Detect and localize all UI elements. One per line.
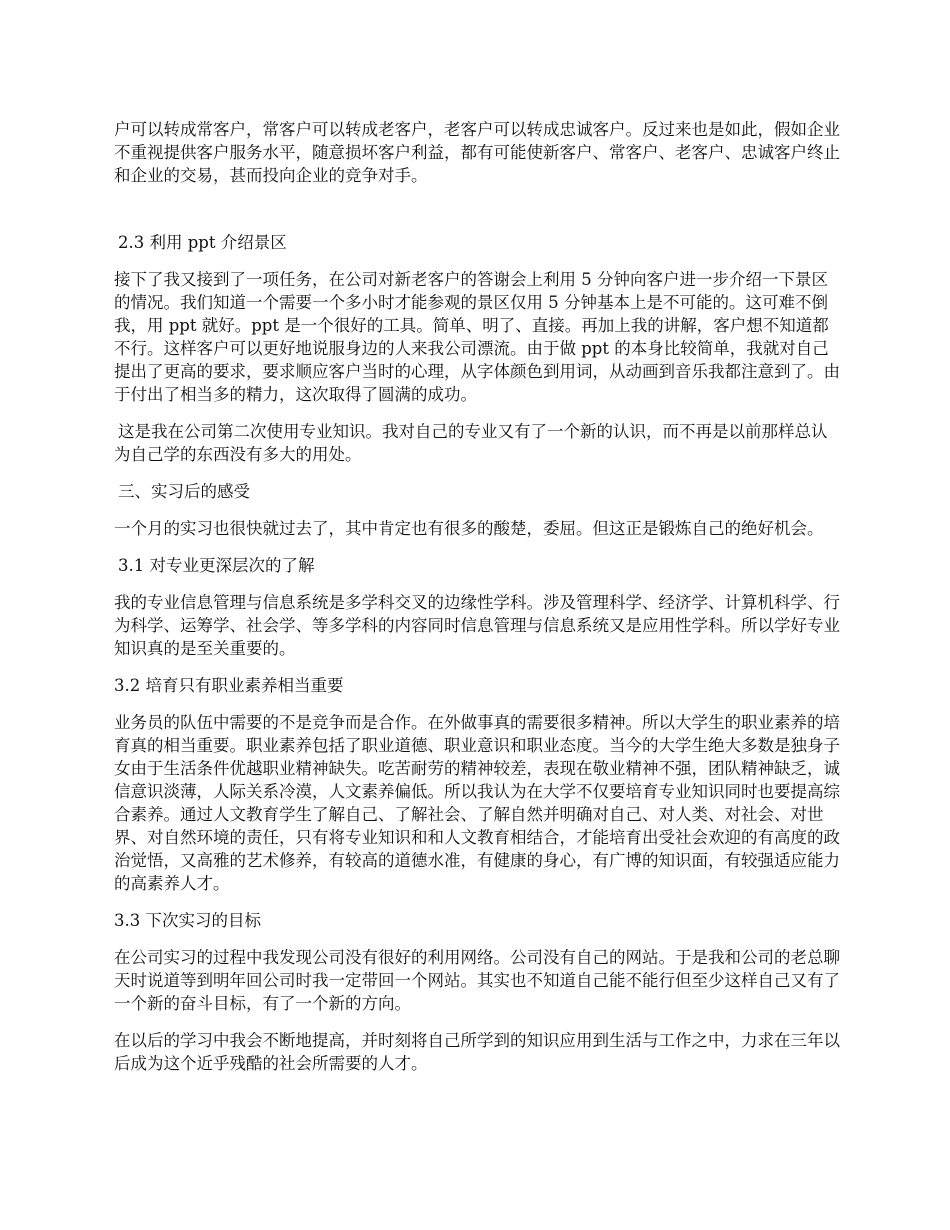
section-heading-3-3: 3.3 下次实习的目标 [114,911,261,930]
paragraph-professional-quality: 业务员的队伍中需要的不是竞争而是合作。在外做事真的需要很多精神。所以大学生的职业素养的培育真的相当重要。职业素养包括了职业道德、职业意识和职业态度。当今的大学生绝大多数是独身子女由于生活条件优越职业精神缺失。吃苦耐劳的精神较差，表现在敬业精神不强，团队精神缺乏，诚信意识淡薄，人际关系冷漠，人文素养偏低。所以我认为在大学不仅要培育专业知识同时也要提高综合素养。通过人文教育学生了解自己、了解社会、了解自然并明确对自己、对人类、对社会、对世界、对自然环境的责任，只有将专业知识和和人文教育相结合，才能培育出受社会欢迎的有高度的政治觉悟，又高雅的艺术修养，有较高的道德水准，有健康的身心，有广博的知识面，有较强适应能力的高素养人才。 [114,713,840,893]
paragraph-customer-conversion: 户可以转成常客户，常客户可以转成老客户，老客户可以转成忠诚客户。反过来也是如此，假如企业不重视提供客户服务水平，随意损坏客户利益，都有可能使新客户、常客户、老客户、忠诚客户终止和企业的交易，甚而投向企业的竞争对手。 [114,120,840,185]
paragraph-month-internship: 一个月的实习也很快就过去了，其中肯定也有很多的酸楚，委屈。但这正是锻炼自己的绝好机会。 [114,519,824,538]
section-heading-3-2: 3.2 培育只有职业素养相当重要 [114,676,344,695]
section-heading-3-1: 3.1 对专业更深层次的了解 [118,556,315,575]
document-page [114,118,842,1089]
paragraph-future-study: 在以后的学习中我会不断地提高，并时刻将自己所学到的知识应用到生活与工作之中，力求在三年以后成为这个近乎残酷的社会所需要的人才。 [114,1031,840,1073]
section-heading-2-3: 2.3 利用 ppt 介绍景区 [118,233,287,252]
paragraph-major-description: 我的专业信息管理与信息系统是多学科交叉的边缘性学科。涉及管理科学、经济学、计算机科学、行为科学、运筹学、社会学、等多学科的内容同时信息管理与信息系统又是应用性学科。所以学好专业知识真的是至关重要的。 [114,593,840,658]
paragraph-next-goal: 在公司实习的过程中我发现公司没有很好的利用网络。公司没有自己的网站。于是我和公司的老总聊天时说道等到明年回公司时我一定带回一个网站。其实也不知道自己能不能行但至少这样自己又有了一个新的奋斗目标，有了一个新的方向。 [114,948,840,1013]
section-heading-3: 三、实习后的感受 [118,482,250,501]
paragraph-second-use: 这是我在公司第二次使用专业知识。我对自己的专业又有了一个新的认识，而不再是以前那样总认为自己学的东西没有多大的用处。 [114,422,828,464]
paragraph-ppt-task: 接下了我又接到了一项任务，在公司对新老客户的答谢会上利用 5 分钟向客户进一步介绍一下景区的情况。我们知道一个需要一个多小时才能参观的景区仅用 5 分钟基本上是不可能的。这可难不倒我，用 ppt 就好。ppt 是一个很好的工具。简单、明了、直接。再加上我的讲解，客户想不知道都不行。这样客户可以更好地说服身边的人来我公司漂流。由于做 ppt 的本身比较简单，我就对自己提出了更高的要求，要求顺应客户当时的心理，从字体颜色到用词，从动画到音乐我都注意到了。由于付出了相当多的精力，这次取得了圆满的成功。 [114,270,840,404]
